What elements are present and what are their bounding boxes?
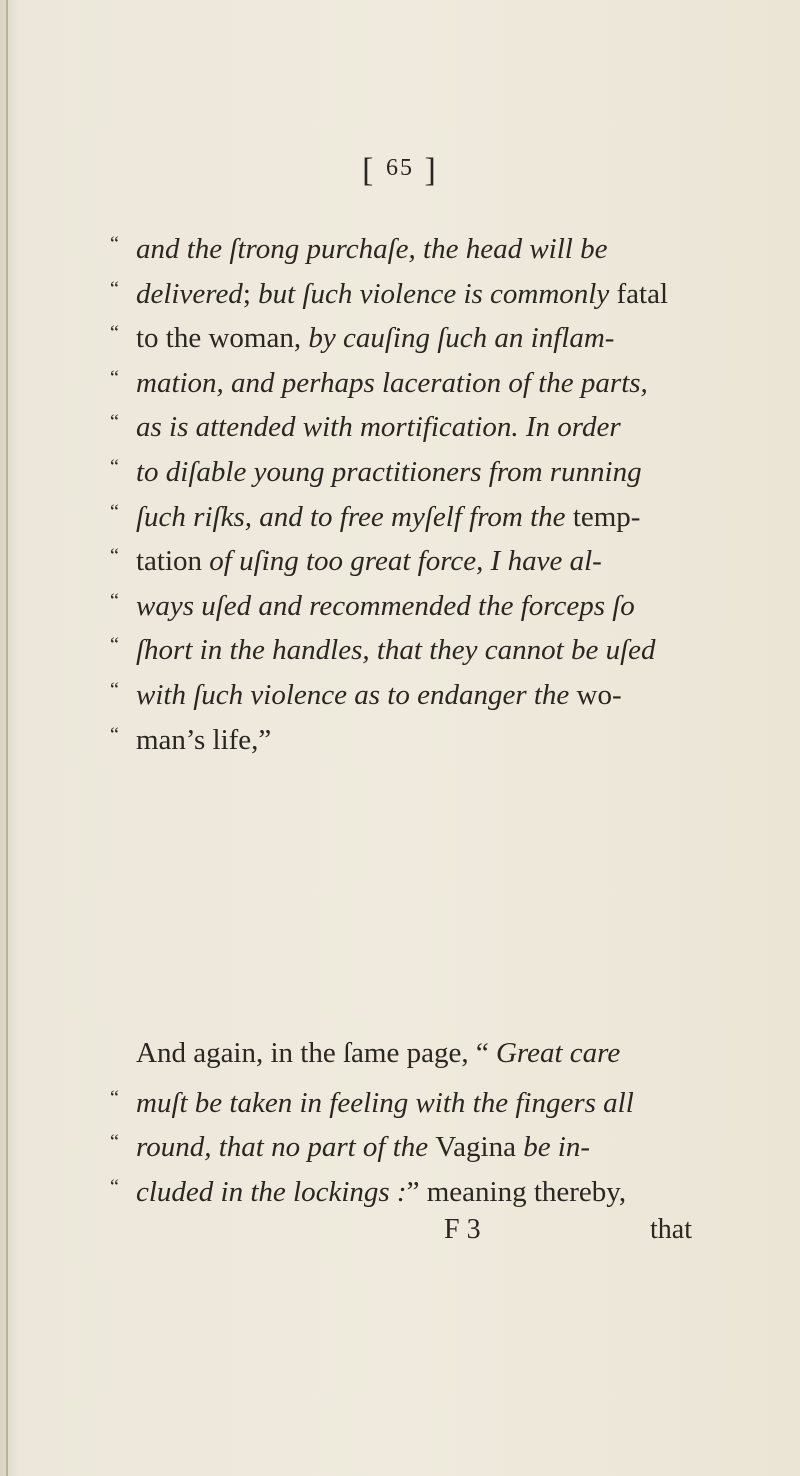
quote-mark: “ [110,1131,119,1153]
text-segment: cluded in the lockings : [136,1175,407,1208]
text-segment: with ſuch violence as to endanger the [136,679,577,711]
text-segment: of uſing too great force, I have al- [209,545,602,578]
text-segment: temp- [572,500,641,533]
quote-mark: “ [110,634,119,657]
text-segment: wo- [576,679,622,711]
text-line [110,360,750,401]
text-segment: And again, in the ſame page, “ [136,1037,496,1069]
text-segment: Vagina [435,1131,516,1163]
signature-mark: F 3 [444,1214,481,1245]
text-segment: tation [136,545,210,578]
text-line [110,315,750,356]
text-segment: man’s life,” [136,723,272,756]
quote-mark: “ [110,322,119,345]
quote-mark: “ [110,679,119,701]
text-line [110,1169,750,1210]
text-line [110,717,750,758]
text-line [110,1035,750,1071]
binding-gutter [6,0,8,1476]
page-header [0,152,800,190]
quote-mark: “ [110,589,119,612]
text-segment: to diſable young practitioners from running [136,456,642,488]
text-segment: ” meaning thereby, [406,1175,627,1208]
text-segment: be in- [515,1131,591,1163]
text-segment: ways uſed and recommended the forceps ſo [136,589,635,622]
text-segment: mation, and perhaps laceration of the parts, [136,366,648,399]
quote-mark: “ [110,500,119,523]
quote-mark: “ [110,233,119,255]
bracket-close: ] [424,152,438,189]
page-number: 65 [386,155,414,181]
text-segment: by cauſing ſuch an inflam- [308,322,615,355]
text-segment: but ſuch violence is commonly [258,277,617,310]
text-line [110,627,750,668]
quote-mark: “ [110,723,119,746]
text-segment: ſhort in the handles, that they cannot be uſed [136,634,656,667]
text-line [110,672,750,713]
text-segment: Great care [495,1037,621,1069]
quote-mark: “ [110,366,119,389]
text-line [110,583,750,624]
quote-mark: “ [110,456,119,478]
text-segment: round, that no part of the [136,1131,436,1163]
quote-mark: “ [110,411,119,434]
text-segment: to the woman, [136,322,309,355]
text-line [110,271,750,312]
text-line [110,1124,750,1165]
quote-mark: “ [110,1086,119,1109]
bracket-open: [ [362,152,376,189]
text-line [110,449,750,490]
text-segment: as is attended with mortification. In order [136,411,621,444]
text-segment: ; [242,277,259,310]
text-line [110,538,750,579]
quote-mark: “ [110,545,119,568]
text-line [110,226,750,267]
text-line [110,494,750,535]
text-segment: fatal [616,277,669,310]
text-segment: and the ſtrong purchaſe, the head will be [136,233,608,265]
catchword: that [650,1214,692,1245]
quote-mark: “ [110,1175,119,1198]
text-segment: delivered [136,277,243,310]
text-segment: muſt be taken in feeling with the fingers all [136,1086,634,1119]
text-line [110,404,750,445]
text-line [110,1080,750,1121]
quote-mark: “ [110,277,119,300]
text-segment: ſuch riſks, and to free myſelf from the [136,500,573,533]
